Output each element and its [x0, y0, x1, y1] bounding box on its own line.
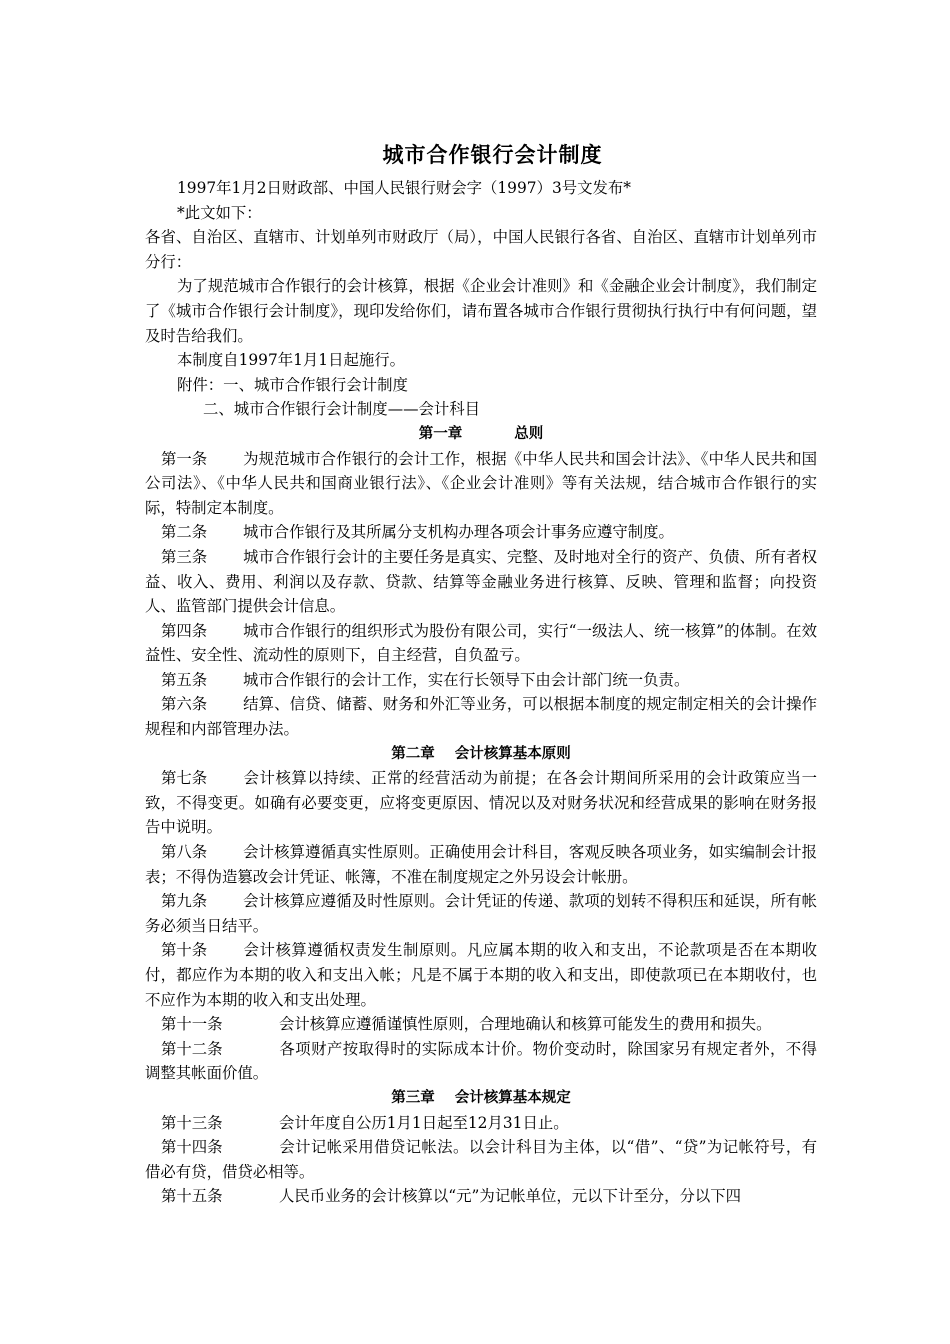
chapter-name: 会计核算基本原则: [454, 745, 571, 762]
chapter-name: 总则: [514, 425, 544, 442]
document-body: [145, 176, 817, 1209]
article-text: 会计年度自公历1月1日起至12月31日止。: [279, 1113, 569, 1132]
document-title: 城市合作银行会计制度: [382, 143, 603, 167]
article-text: 为规范城市合作银行的会计工作，根据《中华人民共和国会计法》、《中华人民共和国公司法》、《中华人民共和国商业银行法》、《企业会计准则》等有关法规，结合城市合作银行的实际，特制定本制度。: [145, 449, 817, 517]
intro-paragraph: 为了规范城市合作银行的会计核算，根据《企业会计准则》和《金融企业会计制度》，我们制定了《城市合作银行会计制度》，现印发给你们，请布置各城市合作银行贯彻执行执行中有何问题，望及时告给我们。: [145, 277, 817, 345]
article-number: 第二条: [161, 523, 208, 542]
article-number: 第四条: [161, 621, 208, 640]
attachment-line-2: 二、城市合作银行会计制度——会计科目: [203, 400, 481, 419]
article-number: 第五条: [161, 670, 208, 689]
article-number: 第三条: [161, 547, 208, 566]
article-text: 城市合作银行及其所属分支机构办理各项会计事务应遵守制度。: [243, 523, 674, 542]
article-12: [145, 1037, 817, 1086]
chapter-heading-2: [145, 742, 817, 767]
article-14: [145, 1135, 817, 1184]
article-2: [145, 520, 817, 545]
article-number: 第八条: [161, 843, 208, 862]
article-text: 会计核算应遵循及时性原则。会计凭证的传递、款项的划转不得积压和延误，所有帐务必须当日结平。: [145, 892, 817, 935]
attachment-line-1: 附件：一、城市合作银行会计制度: [177, 375, 408, 394]
article-text: 人民币业务的会计核算以“元”为记帐单位，元以下计至分，分以下四: [279, 1187, 742, 1206]
article-number: 第六条: [161, 695, 208, 714]
chapter-name: 会计核算基本规定: [454, 1089, 571, 1106]
chapter-number: 第一章: [418, 425, 463, 442]
article-5: [145, 668, 817, 693]
article-text: 会计核算遵循真实性原则。正确使用会计科目，客观反映各项业务，如实编制会计报表；不得伪造篡改会计凭证、帐簿，不准在制度规定之外另设会计帐册。: [145, 843, 817, 886]
article-number: 第十二条: [161, 1039, 223, 1058]
article-text: 会计核算以持续、正常的经营活动为前提；在各会计期间所采用的会计政策应当一致，不得变更。如确有必要变更，应将变更原因、情况以及对财务状况和经营成果的影响在财务报告中说明。: [145, 769, 817, 837]
article-number: 第九条: [161, 892, 208, 911]
article-1: [145, 447, 817, 521]
effective-line: 本制度自1997年1月1日起施行。: [177, 351, 406, 370]
article-number: 第一条: [161, 449, 208, 468]
article-number: 第七条: [161, 769, 208, 788]
article-text: 城市合作银行的组织形式为股份有限公司，实行“一级法人、统一核算”的体制。在效益性、安全性、流动性的原则下，自主经营，自负盈亏。: [145, 621, 817, 665]
article-8: [145, 840, 817, 889]
article-3: [145, 545, 817, 619]
article-6: [145, 692, 817, 741]
article-text: 结算、信贷、储蓄、财务和外汇等业务，可以根据本制度的规定制定相关的会计操作规程和内部管理办法。: [145, 695, 817, 739]
article-text: 城市合作银行的会计工作，实在行长领导下由会计部门统一负责。: [243, 670, 690, 689]
article-text: 各项财产按取得时的实际成本计价。物价变动时，除国家另有规定者外，不得调整其帐面价值。: [145, 1039, 817, 1083]
article-text: 会计记帐采用借贷记帐法。以会计科目为主体，以“借”、“贷”为记帐符号，有借必有贷，借贷必相等。: [145, 1138, 817, 1181]
article-7: [145, 766, 817, 840]
chapter-number: 第二章: [391, 745, 435, 762]
article-4: [145, 619, 817, 668]
chapter-heading-1: [145, 422, 817, 447]
article-number: 第十一条: [161, 1015, 223, 1034]
chapter-number: 第三章: [391, 1089, 435, 1106]
article-text: 会计核算遵循权责发生制原则。凡应属本期的收入和支出，不论款项是否在本期收付，都应作为本期的收入和支出入帐；凡是不属于本期的收入和支出，即使款项已在本期收付，也不应作为本期的收入和支出处理。: [145, 941, 817, 1009]
article-9: [145, 889, 817, 938]
article-text: 会计核算应遵循谨慎性原则，合理地确认和核算可能发生的费用和损失。: [279, 1015, 772, 1034]
addressee-paragraph: 各省、自治区、直辖市、计划单列市财政厅（局），中国人民银行各省、自治区、直辖市计划单列市分行：: [145, 228, 817, 271]
article-10: [145, 938, 817, 1012]
article-number: 第十五条: [161, 1187, 223, 1206]
article-number: 第十条: [161, 941, 208, 960]
article-11: [145, 1012, 817, 1037]
article-13: [145, 1111, 817, 1136]
article-15: [145, 1184, 817, 1209]
note-line: *此文如下：: [177, 203, 262, 222]
publish-line: 1997年1月2日财政部、中国人民银行财会字（1997）3号文发布*: [177, 179, 632, 197]
article-number: 第十四条: [161, 1138, 223, 1157]
article-number: 第十三条: [161, 1113, 223, 1132]
article-text: 城市合作银行会计的主要任务是真实、完整、及时地对全行的资产、负债、所有者权益、收入、费用、利润以及存款、贷款、结算等金融业务进行核算、反映、管理和监督；向投资人、监管部门提供会计信息。: [145, 547, 817, 616]
chapter-heading-3: [145, 1086, 817, 1111]
